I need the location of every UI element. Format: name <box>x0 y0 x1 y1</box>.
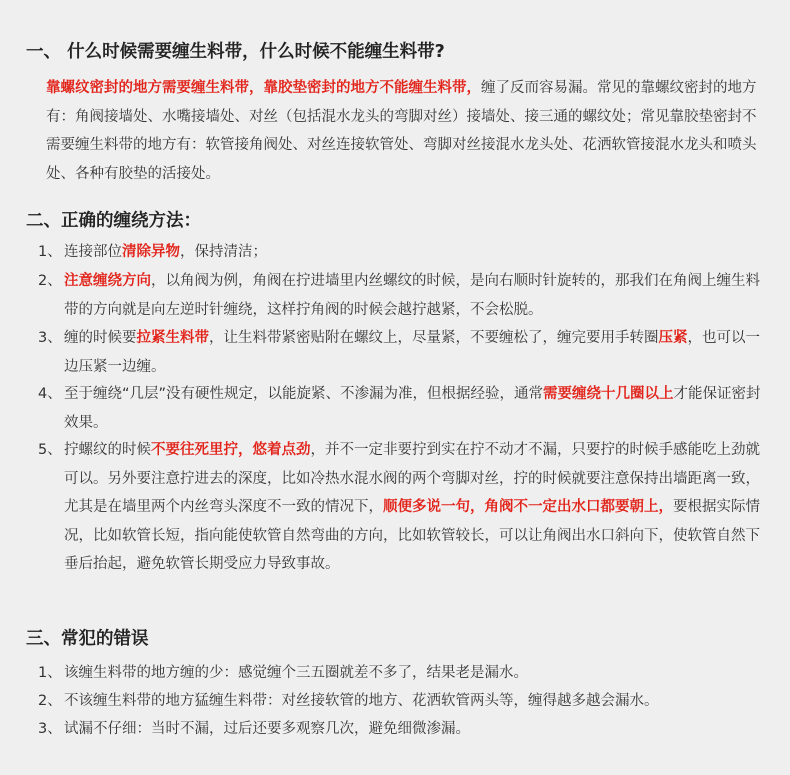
list-item <box>38 436 766 579</box>
item-highlight: 注意缠绕方向 <box>64 273 151 289</box>
item-number: 5、 <box>38 442 62 458</box>
item-text: 该缠生料带的地方缠的少：感觉缠个三五圈就差不多了，结果老是漏水。 <box>64 665 528 681</box>
section1-paragraph <box>46 74 768 188</box>
item-text: ，让生料带紧密贴附在螺纹上，尽量紧，不要缠松了，缠完要用手转圈 <box>209 330 659 346</box>
item-highlight: 压紧 <box>658 330 688 346</box>
item-text: 要根据实际情况，比如软管长短，指向能使软管自然弯曲的方向，比如软管较长，可以让角阀出水口斜向下，使软管自然下垂后抬起，避免软管长期受应力导致事故。 <box>64 499 760 572</box>
item-text: 至于缠绕“几层”没有硬性规定，以能旋紧、不渗漏为准，但根据经验，通常 <box>64 386 544 402</box>
item-highlight: 清除异物 <box>122 244 180 260</box>
item-number: 3、 <box>38 330 62 346</box>
list-item <box>38 687 766 716</box>
item-text: 试漏不仔细：当时不漏，过后还要多观察几次，避免细微渗漏。 <box>64 721 470 737</box>
item-text: ，以角阀为例，角阀在拧进墙里内丝螺纹的时候，是向右顺时针旋转的，那我们在角阀上缠生料带的方向就是向左逆时针缠绕，这样拧角阀的时候会越拧越紧，不会松脱。 <box>64 273 760 318</box>
section1-highlight: 靠螺纹密封的地方需要缠生料带，靠胶垫密封的地方不能缠生料带， <box>46 80 481 96</box>
item-number: 2、 <box>38 273 62 289</box>
item-text: 缠的时候要 <box>64 330 137 346</box>
item-number: 1、 <box>38 665 62 681</box>
item-text: ，并不一定非要拧到实在拧不动才不漏，只要拧的时候手感能吃上劲就可以。另外要注意拧进去的深度，比如冷热水混水阀的两个弯脚对丝，拧的时候就要注意保持出墙距离一致，尤其是在墙里两个内丝弯头深度不一致的情况下， <box>64 442 760 515</box>
list-item <box>38 267 766 324</box>
item-number: 4、 <box>38 386 62 402</box>
item-number: 1、 <box>38 244 62 260</box>
item-highlight: 需要缠绕十几圈以上 <box>543 386 674 402</box>
section1-text: 缠了反而容易漏。常见的靠螺纹密封的地方有：角阀接墙处、水嘴接墙处、对丝（包括混水龙头的弯脚对丝）接墙处、接三通的螺纹处；常见靠胶垫密封不需要缠生料带的地方有：软管接角阀处、对丝连接软管处、弯脚对丝接混水龙头处、花洒软管接混水龙头和喷头处、各种有胶垫的活接处。 <box>46 80 757 182</box>
section1-heading: 一、 什么时候需要缠生料带，什么时候不能缠生料带? <box>26 42 445 62</box>
section2-heading: 二、正确的缠绕方法： <box>26 211 201 231</box>
list-item <box>38 659 766 688</box>
item-text: ，保持清洁； <box>180 244 267 260</box>
list-item <box>38 380 766 437</box>
section3-heading: 三、常犯的错误 <box>26 629 149 649</box>
item-highlight: 拉紧生料带 <box>136 330 209 346</box>
list-item <box>38 238 766 267</box>
item-highlight: 不要往死里拧，悠着点劲 <box>151 442 311 458</box>
item-text: ，也可以一边压紧一边缠。 <box>64 330 760 375</box>
item-text: 拧螺纹的时候 <box>64 442 151 458</box>
item-text: 不该缠生料带的地方猛缠生料带：对丝接软管的地方、花洒软管两头等，缠得越多越会漏水。 <box>64 693 659 709</box>
list-item <box>38 324 766 381</box>
item-number: 3、 <box>38 721 62 737</box>
list-item <box>38 715 766 744</box>
item-number: 2、 <box>38 693 62 709</box>
item-text: 才能保证密封效果。 <box>64 386 761 431</box>
item-text: 连接部位 <box>64 244 122 260</box>
item-highlight: 顺便多说一句，角阀不一定出水口都要朝上， <box>383 499 673 515</box>
